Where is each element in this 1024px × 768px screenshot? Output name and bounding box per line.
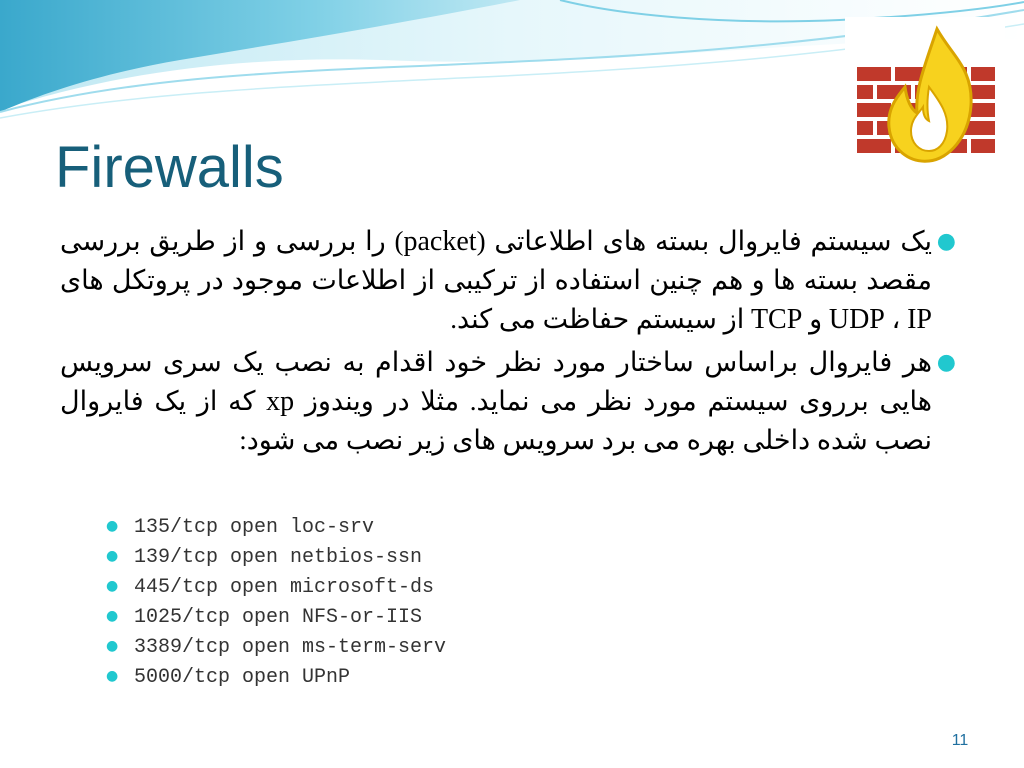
slide-number: 11: [951, 732, 969, 749]
protocol-ip: IP: [907, 304, 932, 335]
port-entry: 3389/tcp open ms-term-serv: [134, 636, 447, 659]
dot-icon: ●: [106, 578, 119, 594]
port-entry: 445/tcp open microsoft-ds: [134, 576, 435, 599]
term-xp: xp: [266, 386, 295, 417]
port-entry: 135/tcp open loc-srv: [134, 516, 375, 539]
firewall-logo: [845, 17, 1005, 177]
dot-icon: ●: [106, 608, 119, 624]
bullet-text: یک سیستم فایروال بسته های اطلاعاتی (: [476, 226, 932, 256]
term-packet: packet: [403, 226, 477, 257]
list-item: [106, 572, 446, 602]
dot-icon: ●: [106, 548, 119, 564]
port-list: [106, 512, 446, 692]
conjunction: و: [802, 304, 829, 334]
list-item: [106, 632, 446, 662]
firewall-brick-flame-icon: [845, 17, 1005, 177]
dot-icon: ●: [936, 350, 956, 375]
dot-icon: ●: [936, 229, 956, 254]
bullet-text: هر فایروال براساس ساختار مورد نظر خود اقدام به نصب یک سری سرویس هایی برروی سیستم مورد نظر می نماید. مثلا در ویندوز: [60, 347, 932, 416]
list-item: [106, 602, 446, 632]
list-item: [106, 512, 446, 542]
bullet-text: ) را بررسی و از طریق بررسی مقصد بسته ها و هم چنین استفاده از ترکیبی از اطلاعات موجود در پروتکل های: [60, 226, 932, 295]
list-item: [106, 542, 446, 572]
port-entry: 5000/tcp open UPnP: [134, 666, 351, 689]
dot-icon: ●: [106, 668, 119, 684]
dot-icon: ●: [106, 518, 119, 534]
port-entry: 1025/tcp open NFS-or-IIS: [134, 606, 423, 629]
protocol-udp: UDP: [828, 304, 885, 335]
list-item: [106, 662, 446, 692]
protocol-tcp: TCP: [750, 304, 803, 335]
separator: ،: [884, 304, 908, 334]
bullet-text: که از یک فایروال نصب شده داخلی بهره می برد سرویس های زیر نصب می شود:: [60, 386, 932, 455]
bullet-list: [60, 222, 956, 464]
port-entry: 139/tcp open netbios-ssn: [134, 546, 423, 569]
slide-title: Firewalls: [55, 135, 284, 200]
bullet-paragraph-services: [60, 343, 956, 460]
dot-icon: ●: [106, 638, 119, 654]
bullet-paragraph-packet-inspection: [60, 222, 956, 339]
bullet-text: از سیستم حفاظت می کند.: [450, 304, 751, 334]
